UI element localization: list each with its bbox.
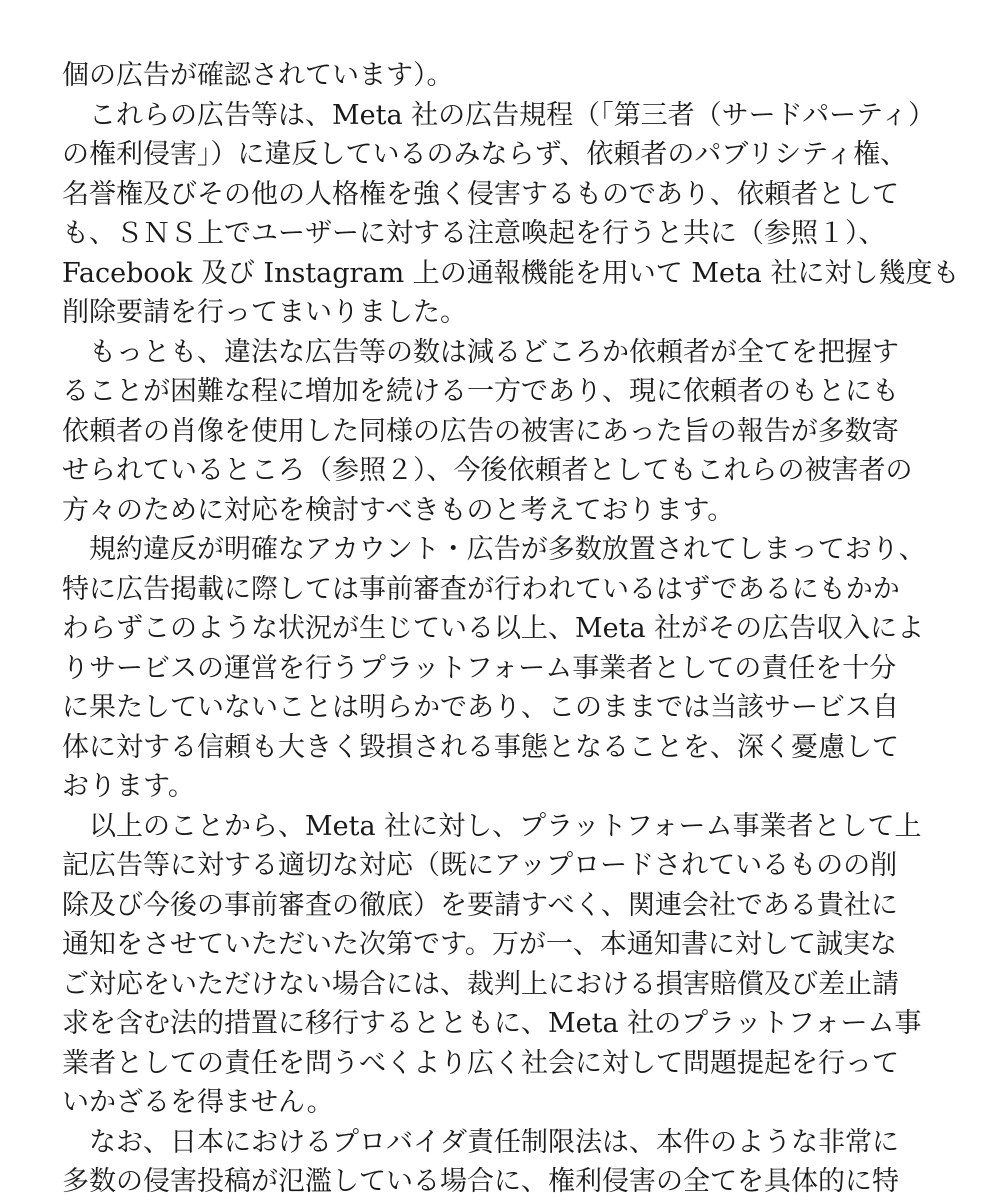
- text-line: なお、日本におけるプロバイダ責任制限法は、本件のような非常に: [62, 1126, 899, 1158]
- text-line: いかざるを得ません。: [62, 1087, 334, 1118]
- text-line: 削除要請を行ってまいりました。: [62, 297, 467, 328]
- text-line: に果たしていないことは明らかであり、このままでは当該サービス自: [62, 692, 899, 723]
- text-line: も、ＳＮＳ上でユーザーに対する注意喚起を行うと共に（参照１）、: [62, 218, 886, 249]
- text-line: これらの広告等は、Meta 社の広告規程（「第三者（サードパーティ）: [62, 99, 935, 131]
- text-line: ることが困難な程に増加を続ける一方であり、現に依頼者のもとにも: [62, 376, 899, 407]
- text-line: 除及び今後の事前審査の徹底）を要請すべく、関連会社である貴社に: [62, 889, 898, 921]
- text-line: 求を含む法的措置に移行するとともに、Meta 社のプラットフォーム事: [62, 1008, 922, 1039]
- text-line: わらずこのような状況が生じている以上、Meta 社がその広告収入によ: [62, 613, 925, 644]
- text-line: 方々のために対応を検討すべきものと考えております。: [62, 494, 735, 526]
- text-line: 特に広告掲載に際しては事前審査が行われているはずであるにもかか: [62, 573, 900, 605]
- text-line: おります。: [62, 771, 195, 802]
- letter-body-text: [62, 56, 960, 1202]
- text-line: の権利侵害」）に違反しているのみならず、依頼者のパブリシティ権、: [62, 139, 908, 170]
- text-line: Facebook 及び Instagram 上の通報機能を用いて Meta 社に対し幾度も: [62, 257, 960, 289]
- text-line: 多数の侵害投稿が氾濫している場合に、権利侵害の全てを具体的に特: [62, 1166, 899, 1197]
- text-line: りサービスの運営を行うプラットフォーム事業者としての責任を十分: [62, 652, 897, 684]
- text-line: 依頼者の肖像を使用した同様の広告の被害にあった旨の報告が多数寄: [62, 415, 899, 447]
- text-line: ご対応をいただけない場合には、裁判上における損害賠償及び差止請: [62, 968, 899, 1000]
- text-line: 規約違反が明確なアカウント・広告が多数放置されてしまっており、: [62, 534, 926, 565]
- text-line: もっとも、違法な広告等の数は減るどころか依頼者が全てを把握す: [62, 336, 899, 368]
- text-line: 通知をさせていただいた次第です。万が一、本通知書に対して誠実な: [62, 929, 897, 960]
- text-line: 記広告等に対する適切な対応（既にアップロードされているものの削: [62, 850, 898, 881]
- text-line: 以上のことから、Meta 社に対し、プラットフォーム事業者として上: [62, 810, 922, 842]
- text-line: 体に対する信頼も大きく毀損される事態となることを、深く憂慮して: [62, 731, 899, 763]
- text-line: 名誉権及びその他の人格権を強く侵害するものであり、依頼者として: [62, 178, 899, 210]
- text-line: せられているところ（参照２）、今後依頼者としてもこれらの被害者の: [62, 455, 913, 486]
- text-line: 個の広告が確認されています）。: [62, 60, 454, 91]
- text-line: 業者としての責任を問うべくより広く社会に対して問題提起を行って: [62, 1047, 899, 1079]
